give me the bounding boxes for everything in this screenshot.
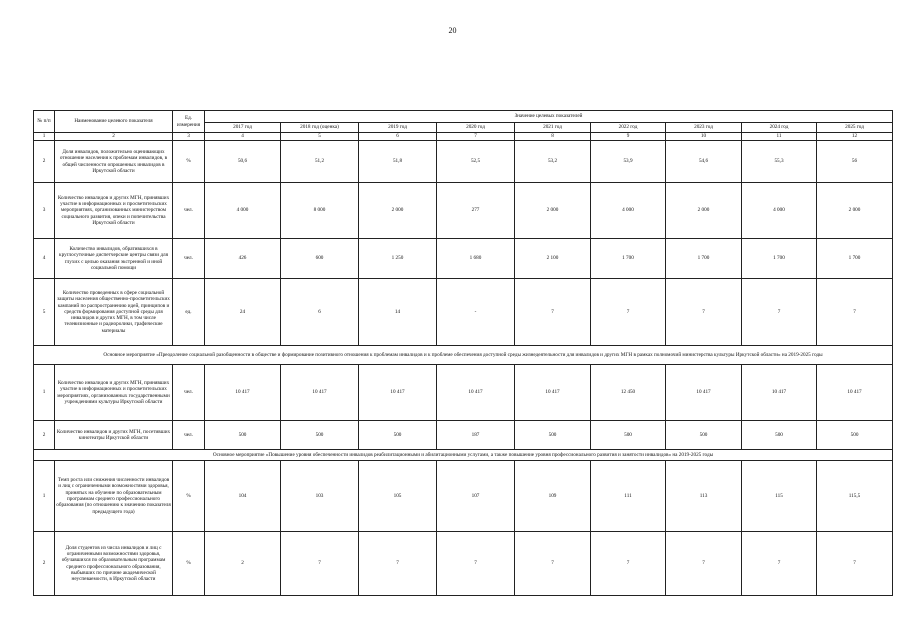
row-value: 2 100 bbox=[515, 239, 591, 279]
column-number: 11 bbox=[742, 133, 817, 141]
table-row bbox=[34, 183, 893, 239]
row-value: 2 000 bbox=[817, 183, 893, 239]
row-value: 7 bbox=[591, 279, 666, 346]
row-value: 2 000 bbox=[666, 183, 742, 239]
header-unit: Ед. измерения bbox=[173, 111, 205, 133]
row-value: 500 bbox=[666, 421, 742, 450]
row-value: 7 bbox=[817, 279, 893, 346]
section-heading-row bbox=[34, 346, 893, 365]
row-value: 10 417 bbox=[666, 365, 742, 421]
header-year: 2025 год bbox=[817, 123, 893, 133]
row-value: 107 bbox=[437, 461, 515, 532]
row-value: 14 bbox=[359, 279, 437, 346]
row-value: 10 417 bbox=[742, 365, 817, 421]
row-value: 8 000 bbox=[281, 183, 359, 239]
row-num: 4 bbox=[34, 239, 55, 279]
table-row bbox=[34, 532, 893, 596]
row-num: 3 bbox=[34, 183, 55, 239]
header-year: 2018 год (оценка) bbox=[281, 123, 359, 133]
row-value: 103 bbox=[281, 461, 359, 532]
row-num: 5 bbox=[34, 279, 55, 346]
row-value: 10 417 bbox=[359, 365, 437, 421]
column-number: 4 bbox=[205, 133, 281, 141]
row-value: 7 bbox=[359, 532, 437, 596]
row-value: 500 bbox=[515, 421, 591, 450]
row-value: 111 bbox=[591, 461, 666, 532]
row-unit: чел. bbox=[173, 365, 205, 421]
row-value: 187 bbox=[437, 421, 515, 450]
column-number: 9 bbox=[591, 133, 666, 141]
column-number: 1 bbox=[34, 133, 55, 141]
row-name: Количество инвалидов, обратившихся в круглосуточные диспетчерские центры связи для глухих с целью оказания экстренной и иной социальной помощи bbox=[55, 239, 173, 279]
row-name: Количество проведенных в сфере социальной защиты населения общественно-просветительских кампаний по распространению идей, принципов и средств формирования доступной среды для инвалидов и других МГН, в том числе телевизионные и радиоролики, графические материалы bbox=[55, 279, 173, 346]
row-value: 12 450 bbox=[591, 365, 666, 421]
row-value: 600 bbox=[281, 239, 359, 279]
row-value: 51,2 bbox=[281, 141, 359, 183]
row-value: 54,6 bbox=[666, 141, 742, 183]
row-value: 500 bbox=[359, 421, 437, 450]
header-num: № п/п bbox=[34, 111, 55, 133]
row-value: 500 bbox=[817, 421, 893, 450]
row-value: 426 bbox=[205, 239, 281, 279]
header-year: 2020 год bbox=[437, 123, 515, 133]
header-year: 2019 год bbox=[359, 123, 437, 133]
row-value: 109 bbox=[515, 461, 591, 532]
table-header-row bbox=[34, 111, 893, 123]
row-value: - bbox=[437, 279, 515, 346]
header-year: 2024 год bbox=[742, 123, 817, 133]
row-unit: чел. bbox=[173, 421, 205, 450]
row-value: 113 bbox=[666, 461, 742, 532]
row-value: 7 bbox=[666, 279, 742, 346]
row-name: Количество инвалидов и других МГН, принявших участие в информационных и просветительских мероприятиях, организованных государственными учреждениями культуры Иркутской области bbox=[55, 365, 173, 421]
section-heading-rehabilitation: Основное мероприятие «Повышение уровня обеспеченности инвалидов реабилитационными и абилитационными услугами, а также повышение уровня профессионального развития и занятости инвалидов» на 2019-2025 годы bbox=[34, 450, 893, 461]
row-value: 105 bbox=[359, 461, 437, 532]
row-value: 500 bbox=[205, 421, 281, 450]
row-value: 500 bbox=[591, 421, 666, 450]
row-value: 55,3 bbox=[742, 141, 817, 183]
header-year: 2023 год bbox=[666, 123, 742, 133]
row-value: 53,2 bbox=[515, 141, 591, 183]
row-value: 2 000 bbox=[515, 183, 591, 239]
section-heading-row bbox=[34, 450, 893, 461]
column-number: 6 bbox=[359, 133, 437, 141]
row-value: 277 bbox=[437, 183, 515, 239]
row-value: 4 000 bbox=[742, 183, 817, 239]
row-value: 1 700 bbox=[742, 239, 817, 279]
row-value: 115 bbox=[742, 461, 817, 532]
header-values-group: Значение целевых показателей bbox=[205, 111, 893, 123]
header-year: 2017 год bbox=[205, 123, 281, 133]
row-value: 53,9 bbox=[591, 141, 666, 183]
column-numbers-row bbox=[34, 133, 893, 141]
table-row bbox=[34, 239, 893, 279]
row-value: 10 417 bbox=[281, 365, 359, 421]
row-unit: чел. bbox=[173, 239, 205, 279]
column-number: 3 bbox=[173, 133, 205, 141]
row-value: 7 bbox=[515, 279, 591, 346]
row-value: 10 417 bbox=[437, 365, 515, 421]
row-value: 115,5 bbox=[817, 461, 893, 532]
row-value: 1 700 bbox=[817, 239, 893, 279]
row-value: 1 700 bbox=[666, 239, 742, 279]
indicators-table bbox=[33, 110, 893, 596]
row-value: 6 bbox=[281, 279, 359, 346]
row-unit: % bbox=[173, 141, 205, 183]
row-value: 500 bbox=[281, 421, 359, 450]
row-num: 2 bbox=[34, 532, 55, 596]
row-name: Доля инвалидов, положительно оценивающих отношение населения к проблемам инвалидов, в общей численности опрошенных инвалидов в Иркутской области bbox=[55, 141, 173, 183]
row-value: 1 250 bbox=[359, 239, 437, 279]
row-name: Количество инвалидов и других МГН, посетивших кинотеатры Иркутской области bbox=[55, 421, 173, 450]
row-name: Темп роста или снижения численности инвалидов и лиц с ограниченными возможностями здоровья, принятых на обучение по образовательным программам среднего профессионального образования (по отношению к значению показателя предыдущего года) bbox=[55, 461, 173, 532]
row-value: 2 000 bbox=[359, 183, 437, 239]
row-unit: % bbox=[173, 532, 205, 596]
row-value: 7 bbox=[591, 532, 666, 596]
row-value: 7 bbox=[742, 279, 817, 346]
row-unit: % bbox=[173, 461, 205, 532]
row-value: 7 bbox=[742, 532, 817, 596]
table-row bbox=[34, 461, 893, 532]
row-value: 4 000 bbox=[205, 183, 281, 239]
row-value: 7 bbox=[666, 532, 742, 596]
row-value: 2 bbox=[205, 532, 281, 596]
header-year: 2022 год bbox=[591, 123, 666, 133]
header-name: Наименование целевого показателя bbox=[55, 111, 173, 133]
row-value: 104 bbox=[205, 461, 281, 532]
column-number: 7 bbox=[437, 133, 515, 141]
row-name: Доля студентов из числа инвалидов и лиц с ограниченными возможностями здоровья, обучавшихся по образовательным программам среднего профессионального образования, выбывших по причине академической неуспеваемости, в Иркутской области bbox=[55, 532, 173, 596]
row-value: 24 bbox=[205, 279, 281, 346]
row-value: 10 417 bbox=[817, 365, 893, 421]
column-number: 8 bbox=[515, 133, 591, 141]
table-row bbox=[34, 365, 893, 421]
row-num: 2 bbox=[34, 141, 55, 183]
row-num: 2 bbox=[34, 421, 55, 450]
column-number: 5 bbox=[281, 133, 359, 141]
row-num: 1 bbox=[34, 365, 55, 421]
table-row bbox=[34, 279, 893, 346]
row-unit: чел. bbox=[173, 183, 205, 239]
table-row bbox=[34, 421, 893, 450]
row-value: 1 700 bbox=[591, 239, 666, 279]
row-num: 1 bbox=[34, 461, 55, 532]
row-value: 7 bbox=[515, 532, 591, 596]
header-year: 2021 год bbox=[515, 123, 591, 133]
row-value: 10 417 bbox=[515, 365, 591, 421]
row-value: 7 bbox=[281, 532, 359, 596]
page-number: 20 bbox=[448, 26, 457, 35]
row-value: 50,6 bbox=[205, 141, 281, 183]
row-value: 7 bbox=[817, 532, 893, 596]
row-value: 500 bbox=[742, 421, 817, 450]
row-value: 56 bbox=[817, 141, 893, 183]
table-row bbox=[34, 141, 893, 183]
row-value: 4 000 bbox=[591, 183, 666, 239]
row-value: 52,5 bbox=[437, 141, 515, 183]
row-unit: ед. bbox=[173, 279, 205, 346]
column-number: 2 bbox=[55, 133, 173, 141]
column-number: 10 bbox=[666, 133, 742, 141]
column-number: 12 bbox=[817, 133, 893, 141]
row-value: 7 bbox=[437, 532, 515, 596]
row-name: Количество инвалидов и других МГН, принявших участие в информационных и просветительских мероприятиях, организованных министерством социального развития, опеки и попечительства Иркутской области bbox=[55, 183, 173, 239]
row-value: 1 680 bbox=[437, 239, 515, 279]
row-value: 10 417 bbox=[205, 365, 281, 421]
section-heading-culture: Основное мероприятие «Преодоление социальной разобщенности в обществе и формирование позитивного отношения к проблемам инвалидов и к проблеме обеспечения доступной среды жизнедеятельности для инвалидов и других МГН в рамках полномочий министерства культуры Иркутской области» на 2019-2025 годы bbox=[34, 346, 893, 365]
row-value: 51,8 bbox=[359, 141, 437, 183]
